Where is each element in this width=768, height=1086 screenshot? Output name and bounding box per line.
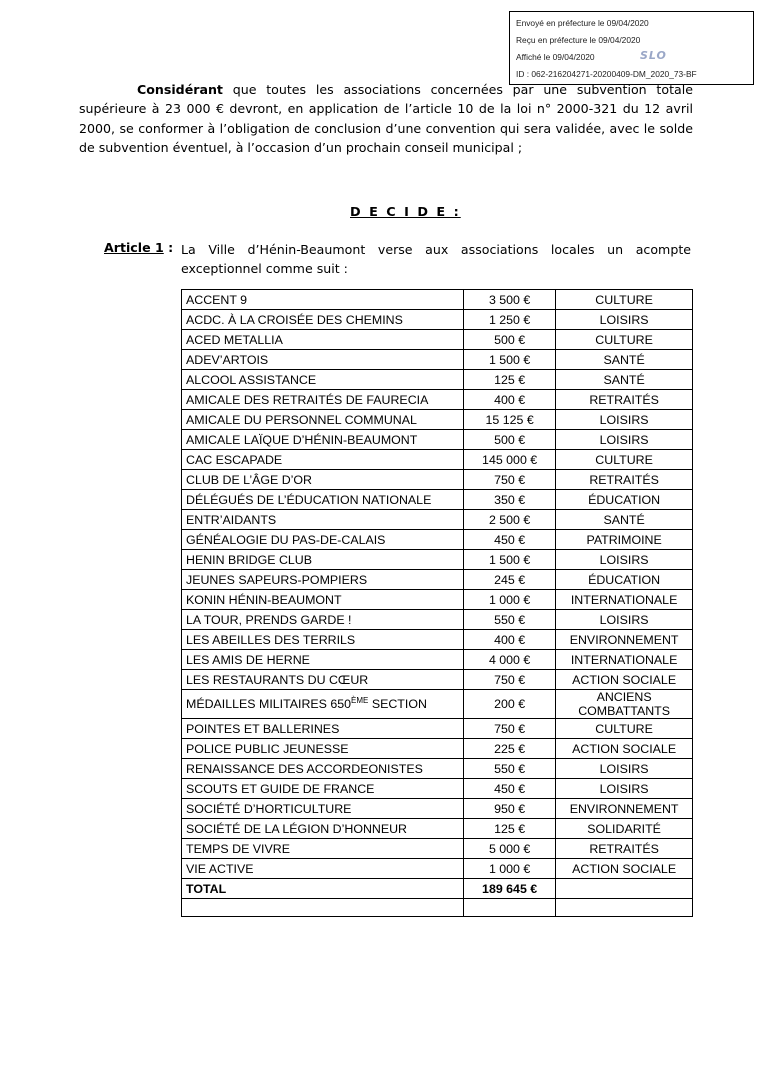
grant-category: LOISIRS: [556, 759, 693, 779]
considerant-text: que toutes les associations concernées par une subvention totale supérieure à 23 000 € devront, en application de l’article 10 de la loi n° 2000-321 du 12 avril 2000, se conformer à l’obligation de conclusion d’une convention qui sera validée, avec le solde de subvention éventuel, à l’occasion d’un prochain conseil municipal ;: [79, 82, 693, 156]
association-name: GÉNÉALOGIE DU PAS-DE-CALAIS: [182, 530, 464, 550]
association-name: CAC ESCAPADE: [182, 450, 464, 470]
grant-amount: 750 €: [464, 470, 556, 490]
grant-amount: 550 €: [464, 759, 556, 779]
table-row: [182, 410, 693, 430]
grant-amount: 750 €: [464, 670, 556, 690]
grant-amount: 4 000 €: [464, 650, 556, 670]
association-name: ALCOOL ASSISTANCE: [182, 370, 464, 390]
grant-amount: 500 €: [464, 330, 556, 350]
total-category: [556, 879, 693, 899]
table-row: [182, 470, 693, 490]
table-row: [182, 570, 693, 590]
table-row: [182, 590, 693, 610]
prefecture-stamp: [509, 11, 754, 85]
association-name: LA TOUR, PRENDS GARDE !: [182, 610, 464, 630]
table-row: [182, 350, 693, 370]
table-row: [182, 430, 693, 450]
table-row: [182, 779, 693, 799]
grant-amount: 125 €: [464, 819, 556, 839]
stamp-id: ID : 062-216204271-20200409-DM_2020_73-BF: [516, 69, 697, 79]
table-row: [182, 610, 693, 630]
grant-category: RETRAITÉS: [556, 839, 693, 859]
table-row: [182, 690, 693, 719]
association-name: AMICALE DU PERSONNEL COMMUNAL: [182, 410, 464, 430]
stamp-received-date: Reçu en préfecture le 09/04/2020: [516, 35, 641, 45]
grant-category: CULTURE: [556, 290, 693, 310]
table-row: [182, 490, 693, 510]
article-1-label: Article 1 :: [104, 240, 174, 255]
grant-category: CULTURE: [556, 719, 693, 739]
association-name: JEUNES SAPEURS-POMPIERS: [182, 570, 464, 590]
grant-amount: 245 €: [464, 570, 556, 590]
grant-category: CULTURE: [556, 330, 693, 350]
grant-category: ACTION SOCIALE: [556, 859, 693, 879]
table-row: [182, 719, 693, 739]
grant-category: SANTÉ: [556, 370, 693, 390]
association-name: LES AMIS DE HERNE: [182, 650, 464, 670]
grant-amount: 1 000 €: [464, 590, 556, 610]
table-row: [182, 839, 693, 859]
grant-category: LOISIRS: [556, 430, 693, 450]
grant-category: LOISIRS: [556, 310, 693, 330]
considerant-lead: Considérant: [137, 82, 223, 97]
grant-category: ENVIRONNEMENT: [556, 799, 693, 819]
grant-category: SANTÉ: [556, 510, 693, 530]
slo-logo: SLO: [640, 49, 667, 62]
grant-category: ANCIENS COMBATTANTS: [556, 690, 693, 719]
grant-amount: 145 000 €: [464, 450, 556, 470]
grant-category: ACTION SOCIALE: [556, 670, 693, 690]
grant-category: LOISIRS: [556, 410, 693, 430]
association-name: VIE ACTIVE: [182, 859, 464, 879]
association-name: CLUB DE L’ÂGE D’OR: [182, 470, 464, 490]
grant-amount: 1 250 €: [464, 310, 556, 330]
association-name: LES ABEILLES DES TERRILS: [182, 630, 464, 650]
association-name: ADEV’ARTOIS: [182, 350, 464, 370]
grant-amount: 450 €: [464, 779, 556, 799]
association-name: ACDC. À LA CROISÉE DES CHEMINS: [182, 310, 464, 330]
table-row: [182, 510, 693, 530]
grant-amount: 1 000 €: [464, 859, 556, 879]
association-name: DÉLÉGUÉS DE L’ÉDUCATION NATIONALE: [182, 490, 464, 510]
total-label: TOTAL: [182, 879, 464, 899]
grant-amount: 950 €: [464, 799, 556, 819]
stamp-displayed-date: Affiché le 09/04/2020: [516, 52, 595, 62]
table-row: [182, 330, 693, 350]
grant-category: RETRAITÉS: [556, 390, 693, 410]
association-name: SOCIÉTÉ DE LA LÉGION D’HONNEUR: [182, 819, 464, 839]
stamp-sent-date: Envoyé en préfecture le 09/04/2020: [516, 18, 649, 28]
grant-amount: 3 500 €: [464, 290, 556, 310]
association-name: LES RESTAURANTS DU CŒUR: [182, 670, 464, 690]
grant-amount: 5 000 €: [464, 839, 556, 859]
grant-category: ACTION SOCIALE: [556, 739, 693, 759]
grant-category: LOISIRS: [556, 550, 693, 570]
table-row: [182, 670, 693, 690]
association-name: KONIN HÉNIN-BEAUMONT: [182, 590, 464, 610]
table-row: [182, 819, 693, 839]
grant-category: INTERNATIONALE: [556, 650, 693, 670]
table-row: [182, 739, 693, 759]
considerant-paragraph: [79, 80, 693, 158]
association-name: POLICE PUBLIC JEUNESSE: [182, 739, 464, 759]
grant-amount: 125 €: [464, 370, 556, 390]
table-row: [182, 290, 693, 310]
association-name: TEMPS DE VIVRE: [182, 839, 464, 859]
grant-category: CULTURE: [556, 450, 693, 470]
table-row: [182, 550, 693, 570]
association-name: POINTES ET BALLERINES: [182, 719, 464, 739]
grant-amount: 1 500 €: [464, 350, 556, 370]
association-name: AMICALE DES RETRAITÉS DE FAURECIA: [182, 390, 464, 410]
association-name: ACED METALLIA: [182, 330, 464, 350]
association-name: RENAISSANCE DES ACCORDEONISTES: [182, 759, 464, 779]
grant-amount: 2 500 €: [464, 510, 556, 530]
grant-amount: 400 €: [464, 390, 556, 410]
association-name: AMICALE LAÏQUE D’HÉNIN-BEAUMONT: [182, 430, 464, 450]
grant-category: ÉDUCATION: [556, 570, 693, 590]
total-amount: 189 645 €: [464, 879, 556, 899]
grant-category: ENVIRONNEMENT: [556, 630, 693, 650]
grant-category: INTERNATIONALE: [556, 590, 693, 610]
grant-amount: 750 €: [464, 719, 556, 739]
decide-heading: D E C I D E :: [350, 205, 461, 220]
table-row: [182, 650, 693, 670]
table-row: [182, 530, 693, 550]
association-name: SCOUTS ET GUIDE DE FRANCE: [182, 779, 464, 799]
article-1-text: La Ville d’Hénin-Beaumont verse aux associations locales un acompte exceptionnel comme suit :: [181, 242, 691, 276]
table-row: [182, 390, 693, 410]
table-row: [182, 630, 693, 650]
grant-category: SOLIDARITÉ: [556, 819, 693, 839]
grant-amount: 200 €: [464, 690, 556, 719]
table-row: [182, 759, 693, 779]
association-name: MÉDAILLES MILITAIRES 650ÈME SECTION: [182, 690, 464, 719]
grant-amount: 400 €: [464, 630, 556, 650]
grant-amount: 15 125 €: [464, 410, 556, 430]
grant-category: LOISIRS: [556, 779, 693, 799]
empty-row: [182, 899, 693, 917]
table-row: [182, 859, 693, 879]
grant-category: ÉDUCATION: [556, 490, 693, 510]
grant-amount: 350 €: [464, 490, 556, 510]
total-row: [182, 879, 693, 899]
grant-amount: 450 €: [464, 530, 556, 550]
grant-category: LOISIRS: [556, 610, 693, 630]
grant-amount: 1 500 €: [464, 550, 556, 570]
table-row: [182, 310, 693, 330]
grant-amount: 500 €: [464, 430, 556, 450]
association-name: ENTR’AIDANTS: [182, 510, 464, 530]
table-row: [182, 450, 693, 470]
grant-category: RETRAITÉS: [556, 470, 693, 490]
grant-category: SANTÉ: [556, 350, 693, 370]
association-name: ACCENT 9: [182, 290, 464, 310]
grants-table: [181, 289, 693, 917]
table-row: [182, 370, 693, 390]
grant-category: PATRIMOINE: [556, 530, 693, 550]
association-name: HENIN BRIDGE CLUB: [182, 550, 464, 570]
table-row: [182, 799, 693, 819]
association-name: SOCIÉTÉ D’HORTICULTURE: [182, 799, 464, 819]
grant-amount: 550 €: [464, 610, 556, 630]
grant-amount: 225 €: [464, 739, 556, 759]
